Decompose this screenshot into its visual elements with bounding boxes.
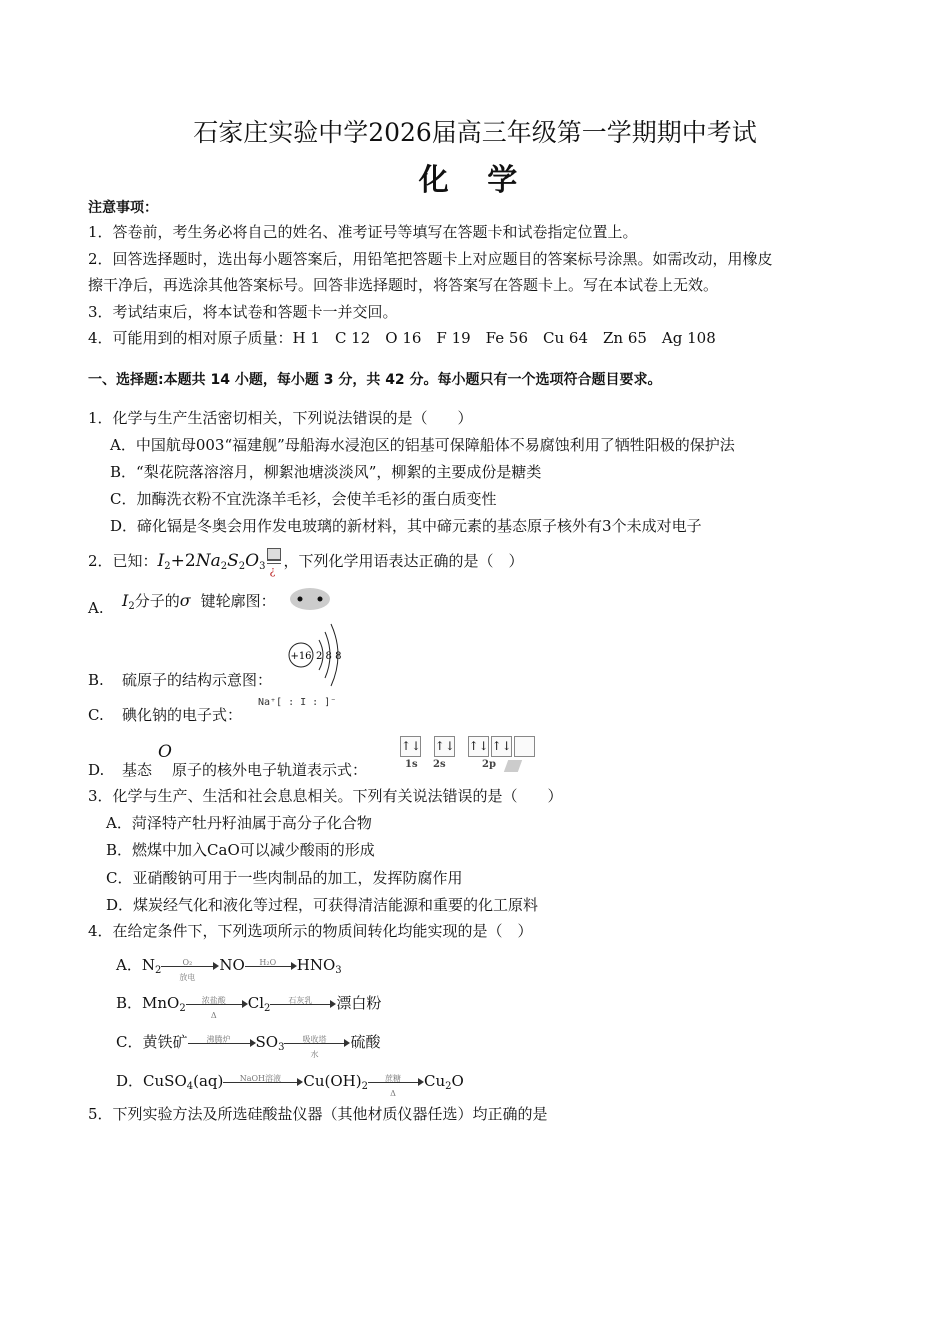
q4-b-arrow-2 <box>270 997 336 1011</box>
orbital-2p-box-2: ↑↓ <box>491 736 512 757</box>
q4-d-cuoh2-sub: 2 <box>361 1081 368 1092</box>
q2-a-text <box>122 590 276 612</box>
q4-a-arrow-1-bot: 放电 <box>179 973 196 982</box>
q2-a-end: 键轮廓图： <box>200 592 276 610</box>
q4-b-arrow-2-top: 石灰乳 <box>288 996 313 1005</box>
q4-option-d <box>116 1071 464 1097</box>
notes-heading: 注意事项： <box>88 200 158 216</box>
sodium-iodide-electron-formula: Na⁺[ : I : ]⁻ <box>258 697 337 708</box>
q2-s: S <box>227 551 239 571</box>
q4-d-arrow-2-top: 蔗糖 <box>384 1074 401 1083</box>
q4-stem: 4．在给定条件下，下列选项所示的物质间转化均能实现的是（ ） <box>88 922 533 940</box>
q4-option-a <box>116 955 342 981</box>
q4-d-arrow-1 <box>223 1075 303 1089</box>
q4-d-arrow-2 <box>368 1074 424 1098</box>
q3-option-a: A．菏泽特产牡丹籽油属于高分子化合物 <box>106 814 372 832</box>
section-heading: 一、选择题:本题共 14 小题，每小题 3 分，共 42 分。每小题只有一个选项符合题目要求。 <box>88 372 662 388</box>
q4-b-arrow-1-bot: Δ <box>210 1011 217 1020</box>
q2-o-sub: 3 <box>259 561 266 572</box>
q4-b-mno2-sub: 2 <box>179 1003 186 1014</box>
q4-a-n2: N <box>141 956 155 974</box>
q2-c-label: C. <box>88 706 104 724</box>
q4-d-cuso4-sub: 4 <box>186 1081 194 1092</box>
q4-d-cu2o-sub: 2 <box>445 1081 452 1092</box>
note-1: 1．答卷前，考生务必将自己的姓名、准考证号等填写在答题卡和试卷指定位置上。 <box>88 223 638 241</box>
q1-option-a: A．中国航母003“福建舰”母船海水浸泡区的铝基可保障船体不易腐蚀利用了牺牲阳极的保护法 <box>110 436 735 454</box>
q2-na-sub: 2 <box>220 561 228 572</box>
q4-b-cl2-sub: 2 <box>264 1003 271 1014</box>
q2-b-text: 硫原子的结构示意图： <box>122 671 273 689</box>
q2-a-label: A. <box>88 599 104 617</box>
q4-a-arrow-2-top: H₂O <box>259 958 277 967</box>
q4-c-pyrite: 黄铁矿 <box>142 1033 188 1051</box>
q1-option-b: B．“梨花院落溶溶月，柳絮池塘淡淡风”，柳絮的主要成份是糖类 <box>110 463 542 481</box>
q2-a-i-sub: 2 <box>128 601 135 612</box>
note-2b: 擦干净后，再选涂其他答案标号。回答非选择题时，将答案写在答题卡上。写在本试卷上无效。 <box>88 276 719 294</box>
q4-a-arrow-2 <box>245 959 297 973</box>
sulfur-shell-counts: 2 8 8 <box>316 651 342 662</box>
q4-a-hno3: HNO <box>296 956 336 974</box>
q4-d-cu2o: Cu <box>423 1072 446 1090</box>
q4-c-arrow-1 <box>188 1036 256 1050</box>
q4-a-n2-sub: 2 <box>154 965 162 976</box>
q4-a-arrow-1-top: O₂ <box>182 958 193 967</box>
q2-a-sigma: σ <box>179 591 191 610</box>
note-3: 3．考试结束后，将本试卷和答题卡一并交回。 <box>88 303 398 321</box>
q4-a-arrow-1 <box>161 958 219 982</box>
q1-stem: 1．化学与生产生活密切相关，下列说法错误的是（ ） <box>88 409 473 427</box>
q4-d-aq: (aq) <box>193 1072 224 1090</box>
q1-option-d: D．碲化镉是冬奥会用作发电玻璃的新材料，其中碲元素的基态原子核外有3个未成对电子 <box>110 517 702 535</box>
orbital-label-2p: 2p <box>482 759 496 770</box>
q4-d-arrow-2-bot: Δ <box>390 1089 396 1098</box>
q3-option-b: B．燃煤中加入CaO可以减少酸雨的形成 <box>106 841 375 859</box>
q4-a-hno3-sub: 3 <box>335 965 342 976</box>
q2-stem <box>88 551 523 577</box>
q4-b-cl2: Cl <box>247 994 265 1012</box>
q3-option-d: D．煤炭经气化和液化等过程，可获得清洁能源和重要的化工原料 <box>106 896 539 914</box>
q4-d-cuso4: CuSO <box>143 1072 187 1090</box>
q2-broken-equation-icon <box>265 552 283 577</box>
q2-junk-char: ¿ <box>269 564 276 577</box>
exam-title: 石家庄实验中学2026届高三年级第一学期期中考试 <box>193 118 757 147</box>
q2-s-sub: 2 <box>238 561 246 572</box>
q2-a-i: I <box>122 591 129 610</box>
q2-d-o: O <box>158 742 172 762</box>
q4-b-arrow-1 <box>186 996 248 1020</box>
q4-d-cu2o-o: O <box>451 1072 464 1090</box>
q4-c-acid: 硫酸 <box>350 1033 381 1051</box>
q4-b-bleach: 漂白粉 <box>336 994 382 1012</box>
sulfur-atom-structure-diagram <box>285 620 351 690</box>
q4-d-arrow-1-top: NaOH溶液 <box>239 1074 282 1083</box>
q4-a-no: NO <box>219 956 245 974</box>
q1-option-c: C．加酶洗衣粉不宜洗涤羊毛衫，会使羊毛衫的蛋白质变性 <box>110 490 497 508</box>
q2-suffix: ，下列化学用语表达正确的是（ ） <box>283 552 524 570</box>
note-4: 4．可能用到的相对原子质量：H 1 C 12 O 16 F 19 Fe 56 Cu 64 Zn 65 Ag 108 <box>88 329 716 347</box>
q4-d-label: D． <box>116 1072 144 1090</box>
q3-stem: 3．化学与生产、生活和社会息息相关。下列有关说法错误的是（ ） <box>88 787 563 805</box>
q2-prefix: 2．已知： <box>88 552 158 570</box>
sigma-bond-contour-image <box>288 586 332 612</box>
q4-d-cuoh2: Cu(OH) <box>303 1072 362 1090</box>
q4-b-mno2: MnO <box>142 994 180 1012</box>
orbital-1s-box: ↑↓ <box>400 736 421 757</box>
q2-d-pre: 基态 <box>122 761 153 779</box>
q4-c-arrow-1-top: 沸腾炉 <box>206 1035 231 1044</box>
q4-b-label: B． <box>116 994 143 1012</box>
q2-plus: +2 <box>170 551 196 571</box>
oxygen-orbital-diagram <box>400 736 537 757</box>
subject-title: 化 学 <box>418 163 532 198</box>
q4-option-c <box>116 1032 380 1058</box>
q4-c-so3-sub: 3 <box>278 1042 285 1053</box>
q4-c-arrow-2-top: 吸收塔 <box>302 1035 327 1044</box>
q4-c-arrow-2 <box>284 1035 350 1059</box>
image-artifact <box>504 760 522 772</box>
sulfur-nucleus-label: +16 <box>290 651 312 662</box>
note-2a: 2．回答选择题时，选出每小题答案后，用铅笔把答题卡上对应题目的答案标号涂黑。如需改动，用橡皮 <box>88 250 773 268</box>
q4-a-label: A． <box>116 956 142 974</box>
q4-b-arrow-1-top: 浓盐酸 <box>201 996 226 1005</box>
q2-i: I <box>157 551 165 571</box>
q4-option-b <box>116 993 381 1019</box>
q2-na: Na <box>195 551 221 571</box>
orbital-2p-box-3 <box>514 736 535 757</box>
q2-a-mid: 分子的 <box>134 592 180 610</box>
q2-c-text: 碘化钠的电子式： <box>122 706 243 724</box>
orbital-2s-box: ↑↓ <box>434 736 455 757</box>
q2-d-label: D. <box>88 761 105 779</box>
q2-b-label: B. <box>88 671 104 689</box>
q2-i-sub: 2 <box>164 561 171 572</box>
q5-stem: 5．下列实验方法及所选硅酸盐仪器（其他材质仪器任选）均正确的是 <box>88 1105 548 1123</box>
q4-c-so3: SO <box>255 1033 279 1051</box>
orbital-label-1s: 1s <box>405 759 418 770</box>
q2-o: O <box>245 551 260 571</box>
q2-d-post: 原子的核外电子轨道表示式： <box>172 761 368 779</box>
q4-c-label: C． <box>116 1033 143 1051</box>
q3-option-c: C．亚硝酸钠可用于一些肉制品的加工，发挥防腐作用 <box>106 869 463 887</box>
orbital-2p-box-1: ↑↓ <box>468 736 489 757</box>
orbital-label-2s: 2s <box>433 759 446 770</box>
q4-c-arrow-2-bot: 水 <box>310 1050 319 1059</box>
